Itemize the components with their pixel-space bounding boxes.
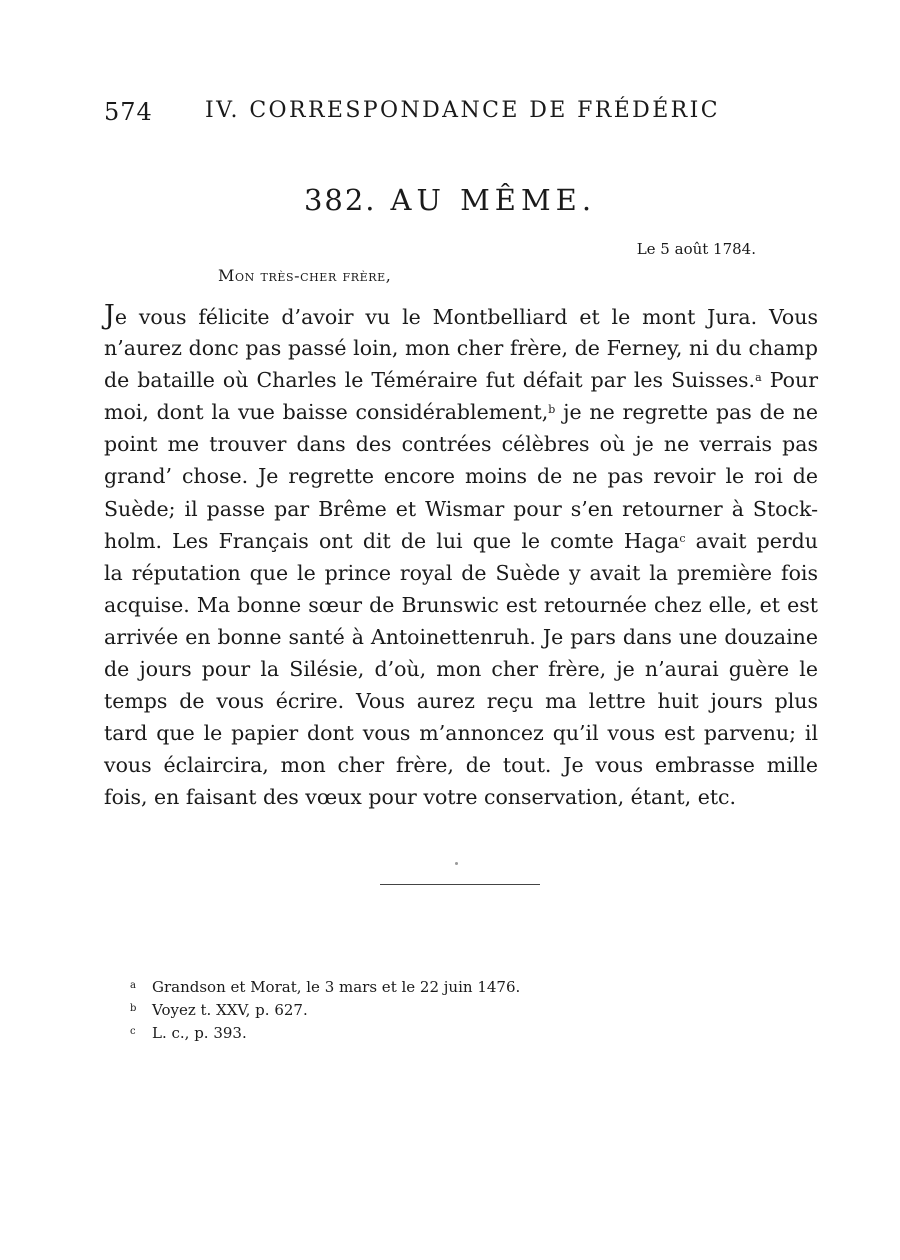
body-line-15: vous éclaircira, mon cher frère, de tout. Je vous embrasse mille xyxy=(104,753,818,778)
page-number: 574 xyxy=(104,98,153,126)
body-line-13: temps de vous écrire. Vous aurez reçu ma lettre huit jours plus xyxy=(104,689,818,714)
letter-title-text: AU MÊME. xyxy=(390,183,597,217)
body-line-4-tail: je ne regrette pas de ne xyxy=(563,400,819,425)
body-line-11: arrivée en bonne santé à Antoinettenruh. Je pars dans une douzaine xyxy=(104,624,818,649)
body-line-1-text: e vous félicite d’avoir vu le Montbelliard et le mont Jura. Vous xyxy=(114,305,818,329)
body-line-3-tail: Pour xyxy=(769,368,818,393)
salutation: Mon très-cher frère, xyxy=(218,266,392,285)
body-line-9: la réputation que le prince royal de Suède y avait la première fois xyxy=(104,560,818,585)
body-line-10: acquise. Ma bonne sœur de Brunswic est retournée chez elle, et est xyxy=(104,592,818,617)
footnote-ref-c: c xyxy=(679,531,686,545)
body-line-5: point me trouver dans des contrées célèbres où je ne verrais pas xyxy=(104,432,818,457)
body-line-2: n’aurez donc pas passé loin, mon cher frère, de Ferney, ni du champ xyxy=(104,336,818,361)
body-line-1 xyxy=(104,300,818,332)
body-line-6: grand’ chose. Je regrette encore moins de ne pas revoir le roi de xyxy=(104,464,818,489)
footnotes xyxy=(130,976,520,1045)
footnote-ref-b: b xyxy=(548,403,556,417)
footnote-ref-a: a xyxy=(755,371,762,385)
body-line-3-text: de bataille où Charles le Téméraire fut défait par les Suisses. xyxy=(104,368,756,393)
footnote-a: a Grandson et Morat, le 3 mars et le 22 juin 1476. xyxy=(130,978,521,996)
body-line-8 xyxy=(104,525,818,557)
body-line-8-tail: avait perdu xyxy=(695,528,818,553)
footnote-text-b: Voyez t. XXV, p. 627. xyxy=(152,1001,308,1019)
ornament-dot xyxy=(455,862,458,865)
letter-number: 382. xyxy=(303,183,377,217)
letter-title xyxy=(0,183,900,217)
body-line-16: fois, en faisant des vœux pour votre conservation, étant, etc. xyxy=(104,785,737,810)
body-line-12: de jours pour la Silésie, d’où, mon cher frère, je n’aurai guère le xyxy=(104,657,818,682)
initial-letter: J xyxy=(104,300,115,331)
body-line-4 xyxy=(104,396,818,428)
end-rule xyxy=(380,884,540,885)
footnote-text-c: L. c., p. 393. xyxy=(152,1024,247,1042)
body-line-7: Suède; il passe par Brême et Wismar pour s’en retourner à Stock- xyxy=(104,496,818,521)
body-line-8-text: holm. Les Français ont dit de lui que le comte Haga xyxy=(104,528,680,553)
body-line-4-text: moi, dont la vue baisse considérablement, xyxy=(104,400,549,425)
footnote-text-a: Grandson et Morat, le 3 mars et le 22 juin 1476. xyxy=(152,978,521,996)
body-line-3 xyxy=(104,364,818,396)
letter-date: Le 5 août 1784. xyxy=(636,240,756,258)
footnote-b: b Voyez t. XXV, p. 627. xyxy=(130,1001,308,1019)
footnote-c: c L. c., p. 393. xyxy=(130,1024,247,1042)
body-line-14: tard que le papier dont vous m’annoncez qu’il vous est parvenu; il xyxy=(104,721,818,746)
letter-body xyxy=(104,300,818,814)
running-head: IV. CORRESPONDANCE DE FRÉDÉRIC xyxy=(205,98,720,123)
